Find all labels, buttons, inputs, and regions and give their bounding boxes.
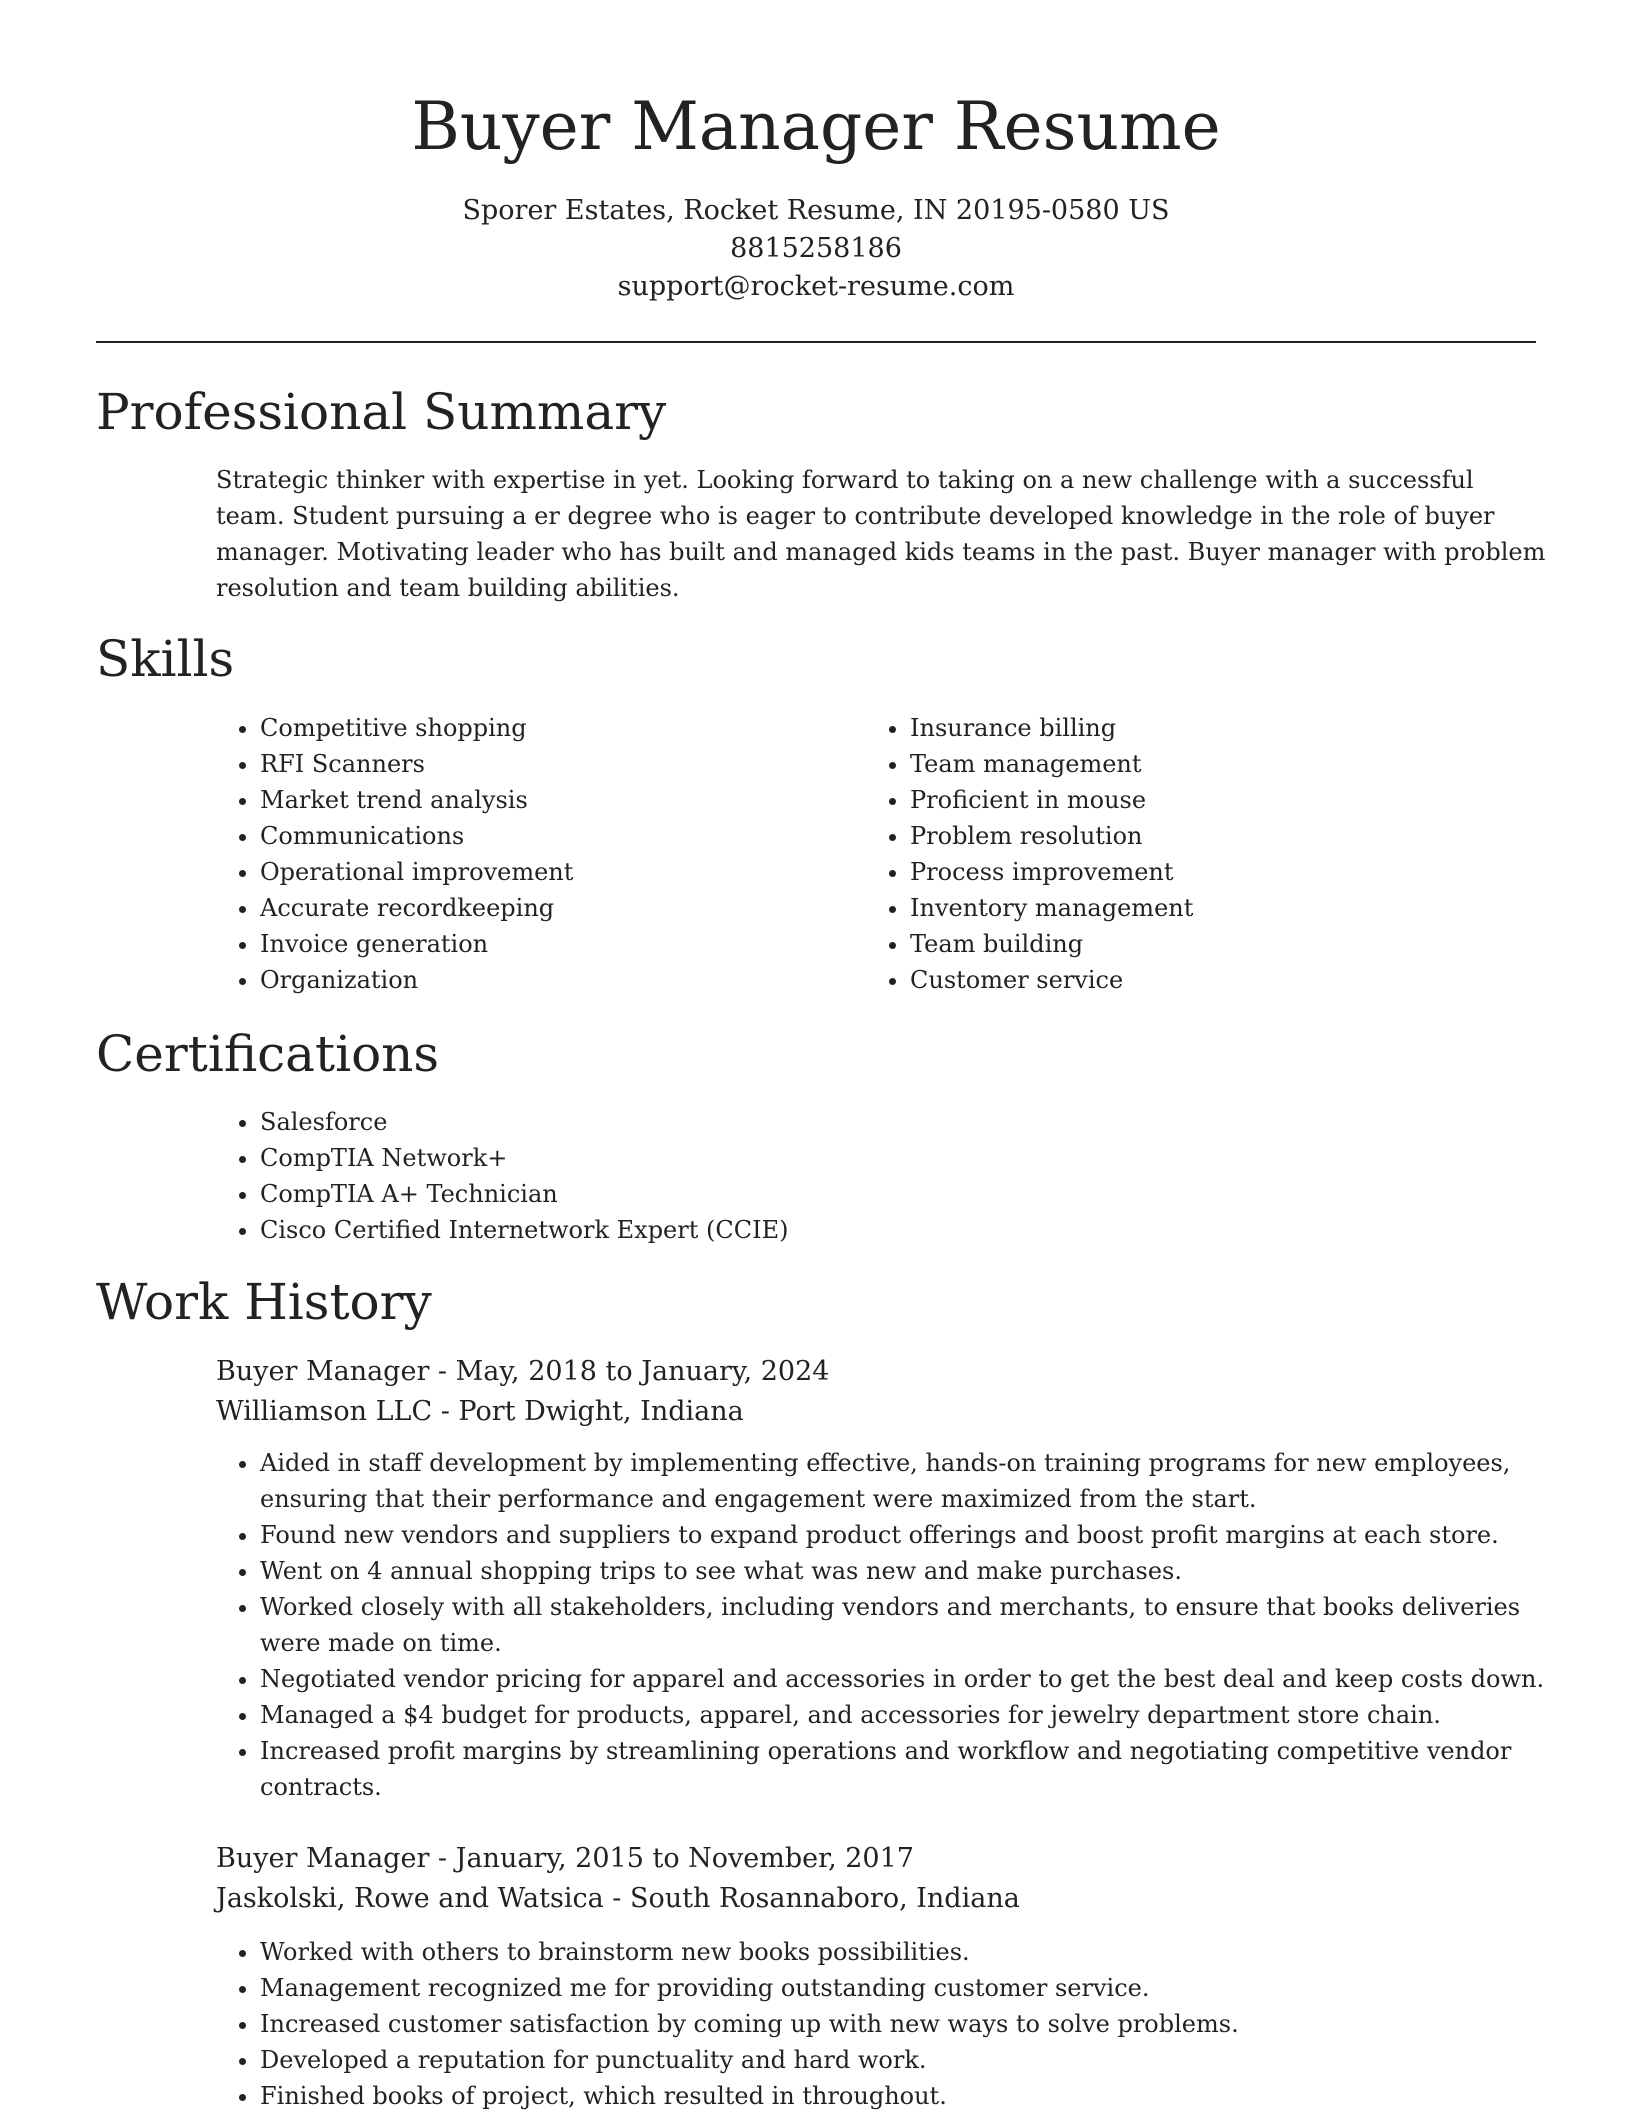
- skill-item: • Accurate recordkeeping: [260, 890, 820, 926]
- work-history-heading: Work History: [96, 1273, 432, 1331]
- certification-item: • CompTIA A+ Technician: [260, 1176, 1460, 1212]
- certification-item: • CompTIA Network+: [260, 1140, 1460, 1176]
- skill-item: • Problem resolution: [910, 818, 1510, 854]
- summary-text: Strategic thinker with expertise in yet. Looking forward to taking on a new challenge with a successful team. Student pursuing a er degree who is eager to contribute developed knowledge in the role of buyer manager. Motivating leader who has built and managed kids teams in the past. Buyer manager with problem resolution and team building abilities.: [216, 466, 1546, 602]
- job-bullet: • Worked with others to brainstorm new books possibilities.: [260, 1934, 1560, 1970]
- job-bullet: • Finished books of project, which resulted in throughout.: [260, 2078, 1560, 2114]
- skill-item: • Communications: [260, 818, 820, 854]
- job-title-line: Buyer Manager - May, 2018 to January, 2024: [216, 1356, 830, 1387]
- contact-block: [0, 192, 1632, 306]
- job-bullet: • Negotiated vendor pricing for apparel and accessories in order to get the best deal and keep costs down.: [260, 1661, 1560, 1697]
- certification-item: • Cisco Certified Internetwork Expert (CCIE): [260, 1212, 1460, 1248]
- skill-item: • Operational improvement: [260, 854, 820, 890]
- job-bullet: • Aided in staff development by implementing effective, hands-on training programs for new employees, ensuring that their performance and engagement were maximized from the start.: [260, 1445, 1560, 1517]
- skill-item: • RFI Scanners: [260, 746, 820, 782]
- skills-list-right: [866, 710, 1510, 998]
- certifications-list: [216, 1104, 1460, 1248]
- skill-item: • Competitive shopping: [260, 710, 820, 746]
- certifications-heading: Certifications: [96, 1025, 440, 1083]
- job-bullet: • Went on 4 annual shopping trips to see what was new and make purchases.: [260, 1553, 1560, 1589]
- skills-list-left: [216, 710, 820, 998]
- skill-item: • Inventory management: [910, 890, 1510, 926]
- contact-phone: 8815258186: [730, 233, 902, 264]
- skill-item: • Organization: [260, 962, 820, 998]
- skill-item: • Proficient in mouse: [910, 782, 1510, 818]
- job-bullet: • Managed a $4 budget for products, apparel, and accessories for jewelry department store chain.: [260, 1697, 1560, 1733]
- summary-heading: Professional Summary: [96, 383, 667, 441]
- job-bullets: [216, 1445, 1560, 1805]
- contact-address: Sporer Estates, Rocket Resume, IN 20195-0580 US: [462, 195, 1170, 226]
- job-company-line: Williamson LLC - Port Dwight, Indiana: [216, 1396, 744, 1427]
- job-bullet: • Management recognized me for providing outstanding customer service.: [260, 1970, 1560, 2006]
- job-bullet: • Increased customer satisfaction by coming up with new ways to solve problems.: [260, 2006, 1560, 2042]
- job-bullet: • Found new vendors and suppliers to expand product offerings and boost profit margins at each store.: [260, 1517, 1560, 1553]
- skill-item: • Insurance billing: [910, 710, 1510, 746]
- skill-item: • Customer service: [910, 962, 1510, 998]
- skill-item: • Market trend analysis: [260, 782, 820, 818]
- skill-item: • Invoice generation: [260, 926, 820, 962]
- job-bullet: • Increased profit margins by streamlining operations and workflow and negotiating competitive vendor contracts.: [260, 1733, 1560, 1805]
- job-bullets: [216, 1934, 1560, 2114]
- job-company-line: Jaskolski, Rowe and Watsica - South Rosannaboro, Indiana: [216, 1883, 1020, 1914]
- job-bullet: • Developed a reputation for punctuality and hard work.: [260, 2042, 1560, 2078]
- header-divider: [96, 341, 1536, 343]
- skill-item: • Process improvement: [910, 854, 1510, 890]
- skill-item: • Team building: [910, 926, 1510, 962]
- skill-item: • Team management: [910, 746, 1510, 782]
- job-title-line: Buyer Manager - January, 2015 to November, 2017: [216, 1843, 914, 1874]
- skills-heading: Skills: [96, 630, 235, 688]
- job-bullet: • Worked closely with all stakeholders, including vendors and merchants, to ensure that books deliveries were made on time.: [260, 1589, 1560, 1661]
- resume-title: Buyer Manager Resume: [411, 88, 1221, 165]
- certification-item: • Salesforce: [260, 1104, 1460, 1140]
- contact-email: support@rocket-resume.com: [617, 271, 1015, 302]
